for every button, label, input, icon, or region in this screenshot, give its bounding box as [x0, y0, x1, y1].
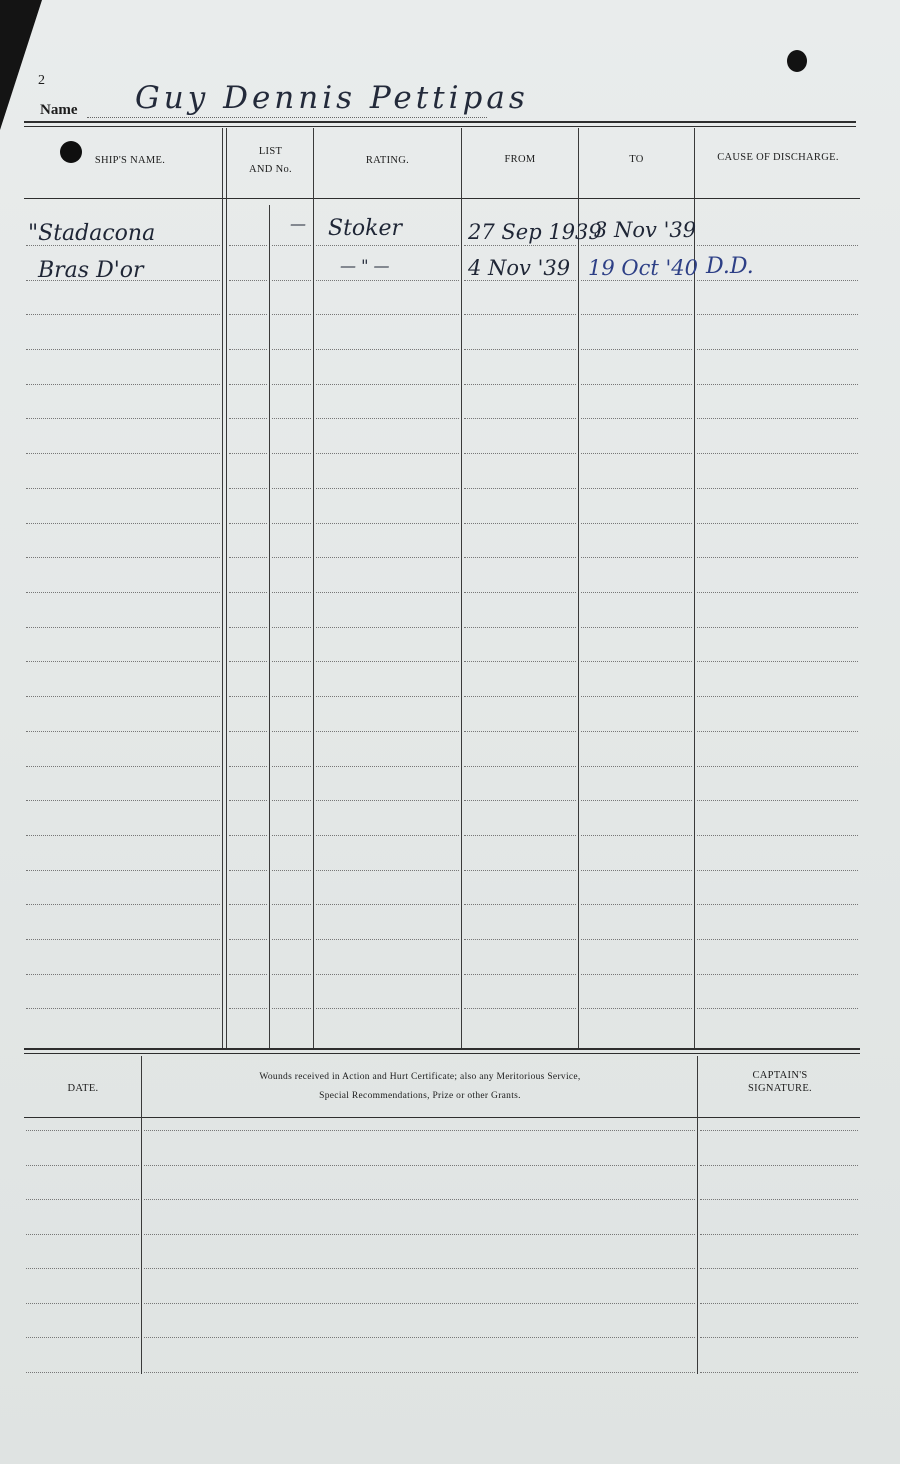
ruled-line	[272, 661, 311, 662]
ruled-line	[700, 1130, 858, 1131]
ruled-line	[464, 314, 576, 315]
ruled-line	[144, 1268, 695, 1269]
ruled-line	[144, 1372, 695, 1373]
ruled-line	[272, 1008, 311, 1009]
row1-list-dash: —	[290, 214, 306, 233]
ruled-line	[229, 418, 267, 419]
ruled-line	[316, 627, 459, 628]
ruled-line	[700, 1372, 858, 1373]
ruled-line	[272, 870, 311, 871]
ruled-line	[697, 696, 858, 697]
ruled-line	[697, 592, 858, 593]
col-divider-list	[313, 128, 314, 1048]
ruled-line	[229, 731, 267, 732]
ruled-line	[316, 314, 459, 315]
ruled-line	[316, 453, 459, 454]
ruled-line	[272, 766, 311, 767]
ruled-line	[316, 870, 459, 871]
ruled-line	[229, 939, 267, 940]
ruled-line	[26, 1199, 139, 1200]
ruled-line	[316, 766, 459, 767]
ruled-line	[464, 349, 576, 350]
ruled-line	[272, 523, 311, 524]
ruled-line	[316, 245, 459, 246]
ruled-line	[464, 766, 576, 767]
dark-corner	[0, 0, 42, 130]
ruled-line	[26, 1130, 139, 1131]
ruled-line	[26, 800, 220, 801]
ruled-line	[144, 1130, 695, 1131]
ruled-line	[581, 766, 692, 767]
ruled-line	[316, 488, 459, 489]
ruled-line	[464, 280, 576, 281]
ruled-line	[581, 314, 692, 315]
ruled-line	[272, 696, 311, 697]
row2-rating: "	[361, 256, 369, 275]
row1-ship: "Stadacona	[28, 221, 156, 246]
table-top-rule	[24, 121, 856, 123]
ruled-line	[581, 904, 692, 905]
ruled-line	[464, 592, 576, 593]
ruled-line	[697, 557, 858, 558]
ruled-line	[272, 731, 311, 732]
row2-cause: D.D.	[706, 254, 754, 279]
ruled-line	[144, 1303, 695, 1304]
name-underline	[87, 117, 487, 118]
ruled-line	[464, 939, 576, 940]
ruled-line	[26, 384, 220, 385]
ruled-line	[26, 1165, 139, 1166]
header-list: LIST	[258, 146, 283, 157]
ruled-line	[316, 349, 459, 350]
ruled-line	[26, 592, 220, 593]
ruled-line	[272, 592, 311, 593]
ruled-line	[272, 627, 311, 628]
ruled-line	[697, 870, 858, 871]
ruled-line	[26, 731, 220, 732]
ruled-line	[581, 349, 692, 350]
ruled-line	[464, 557, 576, 558]
ruled-line	[697, 835, 858, 836]
ruled-line	[464, 488, 576, 489]
ruled-line	[316, 280, 459, 281]
ruled-line	[26, 1008, 220, 1009]
ruled-line	[229, 974, 267, 975]
ruled-line	[229, 696, 267, 697]
ruled-line	[464, 245, 576, 246]
ruled-line	[581, 800, 692, 801]
ruled-line	[464, 974, 576, 975]
ruled-line	[316, 731, 459, 732]
header-from: FROM	[504, 154, 536, 165]
ruled-line	[464, 523, 576, 524]
ruled-line	[697, 488, 858, 489]
ruled-line	[464, 661, 576, 662]
header-wounds-line2: Special Recommendations, Prize or other Grants.	[319, 1091, 521, 1101]
ruled-line	[581, 974, 692, 975]
ruled-line	[272, 453, 311, 454]
ruled-line	[700, 1303, 858, 1304]
ruled-line	[697, 280, 858, 281]
ruled-line	[581, 523, 692, 524]
ruled-line	[26, 418, 220, 419]
ruled-line	[581, 592, 692, 593]
ruled-line	[26, 904, 220, 905]
ruled-line	[464, 696, 576, 697]
ruled-line	[229, 800, 267, 801]
header-wounds-line1: Wounds received in Action and Hurt Certificate; also any Meritorious Service,	[259, 1072, 581, 1082]
ruled-line	[581, 835, 692, 836]
ruled-line	[229, 835, 267, 836]
ruled-line	[272, 280, 311, 281]
header-cause-of-discharge: CAUSE OF DISCHARGE.	[717, 152, 839, 163]
ruled-line	[272, 488, 311, 489]
table-top-rule-inner	[24, 126, 856, 127]
ruled-line	[272, 557, 311, 558]
ruled-line	[229, 523, 267, 524]
ruled-line	[316, 661, 459, 662]
ruled-line	[316, 939, 459, 940]
ruled-line	[229, 766, 267, 767]
ruled-line	[700, 1234, 858, 1235]
row2-to: 19 Oct '40	[588, 256, 698, 280]
ruled-line	[316, 384, 459, 385]
ruled-line	[272, 835, 311, 836]
col-divider-ship-double	[226, 128, 227, 1048]
ruled-line	[229, 592, 267, 593]
ruled-line	[229, 904, 267, 905]
ruled-line	[581, 627, 692, 628]
ruled-line	[581, 696, 692, 697]
ruled-line	[229, 1008, 267, 1009]
ruled-line	[697, 384, 858, 385]
ruled-line	[697, 1008, 858, 1009]
row1-from: 27 Sep 1939	[468, 220, 602, 244]
punch-hole-top	[787, 50, 807, 72]
ruled-line	[464, 384, 576, 385]
ruled-line	[700, 1337, 858, 1338]
ruled-line	[26, 696, 220, 697]
col-divider-from	[578, 128, 579, 1048]
ruled-line	[26, 1268, 139, 1269]
header-captain-line1: CAPTAIN'S	[752, 1070, 808, 1081]
ruled-line	[316, 974, 459, 975]
row2-ship: Bras D'or	[38, 258, 144, 283]
ruled-line	[144, 1165, 695, 1166]
ruled-line	[26, 835, 220, 836]
wounds-col-divider-captain	[697, 1056, 698, 1374]
ruled-line	[272, 314, 311, 315]
ruled-line	[229, 627, 267, 628]
ruled-line	[26, 661, 220, 662]
ruled-line	[697, 800, 858, 801]
ruled-line	[272, 904, 311, 905]
ruled-line	[144, 1199, 695, 1200]
row2-rating-dash: — " —	[340, 256, 390, 275]
ruled-line	[697, 314, 858, 315]
ruled-line	[700, 1199, 858, 1200]
ruled-line	[316, 835, 459, 836]
ruled-line	[272, 418, 311, 419]
ruled-line	[697, 523, 858, 524]
ruled-line	[581, 731, 692, 732]
ruled-line	[700, 1165, 858, 1166]
ruled-line	[581, 280, 692, 281]
ruled-line	[464, 453, 576, 454]
header-rating: RATING.	[365, 155, 410, 166]
ruled-line	[26, 766, 220, 767]
ruled-line	[581, 661, 692, 662]
name-label: Name	[40, 102, 78, 118]
ruled-line	[272, 349, 311, 350]
ruled-line	[316, 904, 459, 905]
col-divider-ship	[222, 128, 223, 1048]
ruled-line	[316, 557, 459, 558]
ruled-line	[464, 1008, 576, 1009]
ruled-line	[464, 731, 576, 732]
ruled-line	[26, 870, 220, 871]
page-number: 2	[38, 73, 45, 88]
ruled-line	[316, 1008, 459, 1009]
ruled-line	[229, 384, 267, 385]
section-separator-top	[24, 1048, 860, 1050]
ruled-line	[700, 1268, 858, 1269]
ruled-line	[26, 1303, 139, 1304]
ruled-line	[26, 523, 220, 524]
ruled-line	[229, 280, 267, 281]
ruled-line	[272, 800, 311, 801]
ruled-line	[144, 1337, 695, 1338]
header-date: DATE.	[67, 1083, 99, 1094]
row2-from: 4 Nov '39	[468, 256, 571, 280]
ruled-line	[316, 800, 459, 801]
ruled-line	[272, 939, 311, 940]
ruled-line	[26, 453, 220, 454]
ruled-line	[464, 870, 576, 871]
ruled-line	[26, 627, 220, 628]
ruled-line	[229, 245, 267, 246]
ruled-line	[26, 974, 220, 975]
ruled-line	[464, 627, 576, 628]
ruled-line	[581, 245, 692, 246]
header-captain-line2: SIGNATURE.	[748, 1083, 812, 1094]
ruled-line	[697, 627, 858, 628]
ruled-line	[581, 453, 692, 454]
ruled-line	[316, 418, 459, 419]
row1-to: 3 Nov '39	[594, 218, 697, 242]
ruled-line	[316, 592, 459, 593]
ruled-line	[464, 800, 576, 801]
ruled-line	[581, 1008, 692, 1009]
ruled-line	[464, 835, 576, 836]
ruled-line	[697, 245, 858, 246]
ruled-line	[26, 1372, 139, 1373]
ruled-line	[697, 453, 858, 454]
ruled-line	[229, 488, 267, 489]
header-and-no: AND No.	[249, 164, 292, 175]
ruled-line	[26, 488, 220, 489]
row1-rating: Stoker	[328, 216, 403, 241]
ruled-line	[229, 349, 267, 350]
ruled-line	[272, 974, 311, 975]
ruled-line	[229, 870, 267, 871]
header-to: TO	[629, 154, 644, 165]
wounds-col-divider-date	[141, 1056, 142, 1374]
ruled-line	[26, 349, 220, 350]
ruled-line	[229, 453, 267, 454]
ruled-line	[581, 870, 692, 871]
ruled-line	[144, 1234, 695, 1235]
header-bottom-rule	[24, 198, 860, 199]
ruled-line	[697, 349, 858, 350]
ruled-line	[581, 384, 692, 385]
ruled-line	[697, 904, 858, 905]
name-value: Guy Dennis Pettipas	[135, 80, 529, 116]
ruled-line	[26, 1337, 139, 1338]
ruled-line	[464, 418, 576, 419]
section-separator-bottom	[24, 1053, 860, 1054]
ruled-line	[581, 557, 692, 558]
ruled-line	[26, 314, 220, 315]
ruled-line	[26, 939, 220, 940]
col-divider-list-inner	[269, 205, 270, 1048]
ruled-line	[697, 939, 858, 940]
ruled-line	[26, 1234, 139, 1235]
wounds-header-bottom-rule	[24, 1117, 860, 1118]
ruled-line	[26, 557, 220, 558]
ruled-line	[272, 384, 311, 385]
ruled-line	[697, 418, 858, 419]
ruled-line	[464, 904, 576, 905]
ruled-line	[316, 696, 459, 697]
ruled-line	[581, 418, 692, 419]
ruled-line	[229, 314, 267, 315]
ruled-line	[697, 731, 858, 732]
col-divider-rating	[461, 128, 462, 1048]
ruled-line	[697, 661, 858, 662]
ruled-line	[697, 766, 858, 767]
ruled-line	[229, 557, 267, 558]
header-ship-name: SHIP'S NAME.	[94, 155, 166, 166]
ruled-line	[697, 974, 858, 975]
ruled-line	[316, 523, 459, 524]
ruled-line	[581, 488, 692, 489]
ruled-line	[272, 245, 311, 246]
ruled-line	[229, 661, 267, 662]
ruled-line	[581, 939, 692, 940]
